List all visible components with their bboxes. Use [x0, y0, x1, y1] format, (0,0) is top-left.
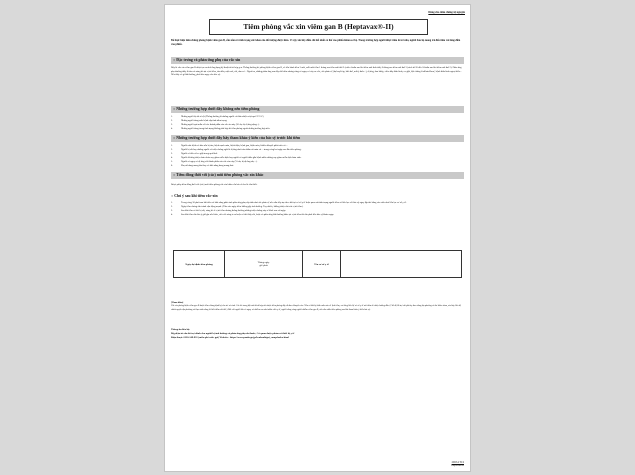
- vaccination-record-table: [173, 250, 462, 278]
- reference-notes: [171, 302, 464, 312]
- contact-heading: Thông tin liên hệ:: [171, 328, 190, 331]
- contact-line-1: Bộ phận tư vấn hỗ trợ dành cho người bị ảnh hưởng và phản ứng phụ do thuốc, Cơ quan dược phẩm và thiết bị y tế: [171, 331, 295, 335]
- clinic-name-field[interactable]: [341, 251, 462, 278]
- scheduled-date-label: Ngày dự định tiêm phòng: [174, 251, 225, 278]
- header-note: Dùng cho tiêm chủng tự nguyện: [428, 11, 465, 14]
- contraindications-list: [171, 115, 464, 131]
- contact-block: [171, 328, 464, 339]
- list-item: 2. Người bị sốt hay những người có triệu chứng nghi là dị ứng như toàn thân nổi mẩn và ... trong vòng hai ngày sau lần tiêm phòng.: [171, 148, 302, 152]
- hour-minute-field: giờ phút: [259, 264, 268, 267]
- document-page: [165, 5, 470, 471]
- reference-notes-text: Vắc xin phòng bệnh viêm gan B được tiêm chủng định kỳ cho trẻ sơ sinh. Các bé trong độ tuổi thích hợp nên được tiêm phòng đầy đủ theo khuyến cáo. Nếu có bất kỳ thắc mắc nào về lịch tiêm, vui lòng liên hệ cơ sở y tế nơi tiêm để được hướng dẫn. (Chế độ hỗ trợ chi phí tùy theo từng địa phương có thể khác nhau, xin hãy liên hệ chính quyền địa phương nơi bạn sinh sống để biết thêm chi tiết.) Đối với người lớn có nguy cơ nhiễm cao như nhân viên y tế, người sống cùng người nhiễm viêm gan B, nên cân nhắc tiêm phòng sau khi tham khảo ý kiến bác sỹ.: [171, 305, 461, 311]
- list-item: 2. Những người đang mắc bệnh cấp tính trầm trọng.: [171, 119, 228, 123]
- footer-product: Heptavax-II: [451, 464, 464, 468]
- document-title: Tiêm phòng vắc xin viêm gan B (Heptavax®-II): [209, 19, 428, 35]
- section-features-text: Đây là vắc xin viêm gan B được tạo ra nhờ ứng dụng kỹ thuật tái tổ hợp gen. Thông thường để phòng bệnh viêm gan B, sẽ tiến hành tiêm 3 mũi, mỗi mũi tiêm 1 tháng sau tiêm mũi thứ 2 (cách 4 tuần sau khi tiêm mũi thứ nhất, 6 tháng sau tiêm mũi thứ 3 (cách từ 20 đến 24 tuần sau khi tiêm mũi thứ 2). Phản ứng phụ thường thấy là đau và sưng đỏ tại vị trí tiêm, đau đầu, mệt mỏi, sốt, đau cơ... Ngoài ra, những phản ứng sau đây rất hiếm nhưng cũng có nguy cơ xảy ra: sốc, sốc phản vệ (hạ huyết áp, khó thở, mất ý thức...), dị ứng, đau khớp, viêm dây thần kinh, co giật, hội chứng Guillain-Barré, bệnh thần kinh ngoại biên... Nếu thấy có gì bất thường, phải báo ngay cho bác sỹ.: [171, 66, 462, 77]
- list-item: 3. Sau khi tiêm có thể bị sốt, sưng đỏ ở vị trí tiêm nhưng thông thường những triệu chứng này sẽ khỏi sau vài ngày.: [171, 209, 286, 213]
- list-item: 1. Những người bị sốt rõ rệt (Thông thường là những người có thân nhiệt vượt quá 37.5°C): [171, 115, 264, 118]
- list-item: 1. Trong vòng 30 phút sau khi tiêm có khả năng phát sinh phản ứng phụ cấp tính như sốc phản vệ nên cần tiếp tục theo dõi tại cơ sở y tế hoặc quan sát tình trạng người tiêm và liên lạc với bác sỹ ngay lập tức bằng các cách như liên lạc cơ sở y tế.: [171, 201, 407, 204]
- section-interval-heading: ○ Tiêm đồng thời với (các) mũi tiêm phòng vắc xin khác: [171, 172, 464, 179]
- list-item: 1. Người mắc bệnh có bản nền bị tim, bệnh mạch máu, bệnh thận, bệnh gan, bệnh máu, khiếm khuyết phát triển và ...: [171, 144, 288, 147]
- contact-line-2: Điện thoại: 0120-149-931 (miễn phí cước gọi) Website : https://www.pmda.go.jp/kenkouhigai_camp/index.html: [171, 335, 289, 339]
- section-consult-heading: ○ Những trường hợp dưới đây hãy tham khảo ý kiến của bác sỹ trước khi tiêm: [171, 135, 464, 142]
- list-item: 5. Người có nguy cơ dị ứng với thành phần của vắc xin này (Ví dụ: bị dị ứng nhẹ...).: [171, 160, 258, 164]
- list-item: 2. Ngày tiêm chủng cần tránh vận động mạnh. (Tắm vào ngày tiêm không gây ảnh hưởng. Tuy nhiên, không được chà xát vị trí tiêm.): [171, 205, 304, 209]
- list-item: 3. Người có tiền sử co giật trong quá khứ.: [171, 152, 218, 156]
- section-features-heading: ○ Đặc trưng và phản ứng phụ của vắc xin: [171, 57, 464, 64]
- footer-code: 2018.4 TC2: [451, 461, 464, 464]
- list-item: 6. Phụ nữ đang mang thai hay có khả năng đang mang thai.: [171, 164, 234, 168]
- reference-notes-heading: [Tham khảo]: [171, 302, 184, 304]
- list-item: 4. Sau khi tiêm cần lưu ý giữ gìn sức khỏe, nếu vết sưng to ra hoặc có thể thấy sốt, hoặc có phản ứng bất thường khác tại vị trí tiêm thì cần phải đến bác sỹ khám ngay.: [171, 213, 335, 217]
- scheduled-date-field[interactable]: [225, 251, 303, 278]
- consult-list: [171, 144, 464, 169]
- document-footer: [451, 461, 464, 468]
- section-interval-text: Được phép tiêm đồng thời với (các) mũi tiêm phòng vắc xin khác nếu bác sĩ cho là cần thiết.: [171, 183, 258, 186]
- list-item: 3. Những người quá mẫn với các thành phần của vắc xin này (Ví dụ: bị dị ứng nặng...).: [171, 123, 260, 127]
- section-contraindications-heading: ○ Những trường hợp dưới đây không nên tiêm phòng: [171, 106, 464, 113]
- clinic-name-label: Tên cơ sở y tế: [303, 251, 341, 278]
- list-item: 4. Người đã từng được chẩn đoán suy giảm miễn dịch hay người có người thân gần bệnh nhân chứng suy giảm miễn dịch bẩm sinh.: [171, 156, 302, 160]
- intro-paragraph: Để thực hiện tiêm chủng phòng bệnh viêm gan B, cần nắm rõ tình trạng sức khỏe của đối tượng được tiêm. Vì vậy xin hãy điền chi tiết nhất có thể vào phiếu khám sơ bộ. Trong trường hợp người được tiêm là trẻ nhỏ, người bảo hộ mang trẻ đến tiêm vui lòng điền vào phiếu.: [171, 39, 461, 47]
- after-list: [171, 201, 464, 217]
- list-item: 4. Những người đang trong tình trạng không phù hợp để tiêm phòng ngoài những trường hợp trên.: [171, 127, 271, 131]
- section-after-heading: ○ Chú ý sau khi tiêm vắc-xin: [171, 194, 218, 198]
- month-day-field: Tháng ngày: [257, 261, 270, 264]
